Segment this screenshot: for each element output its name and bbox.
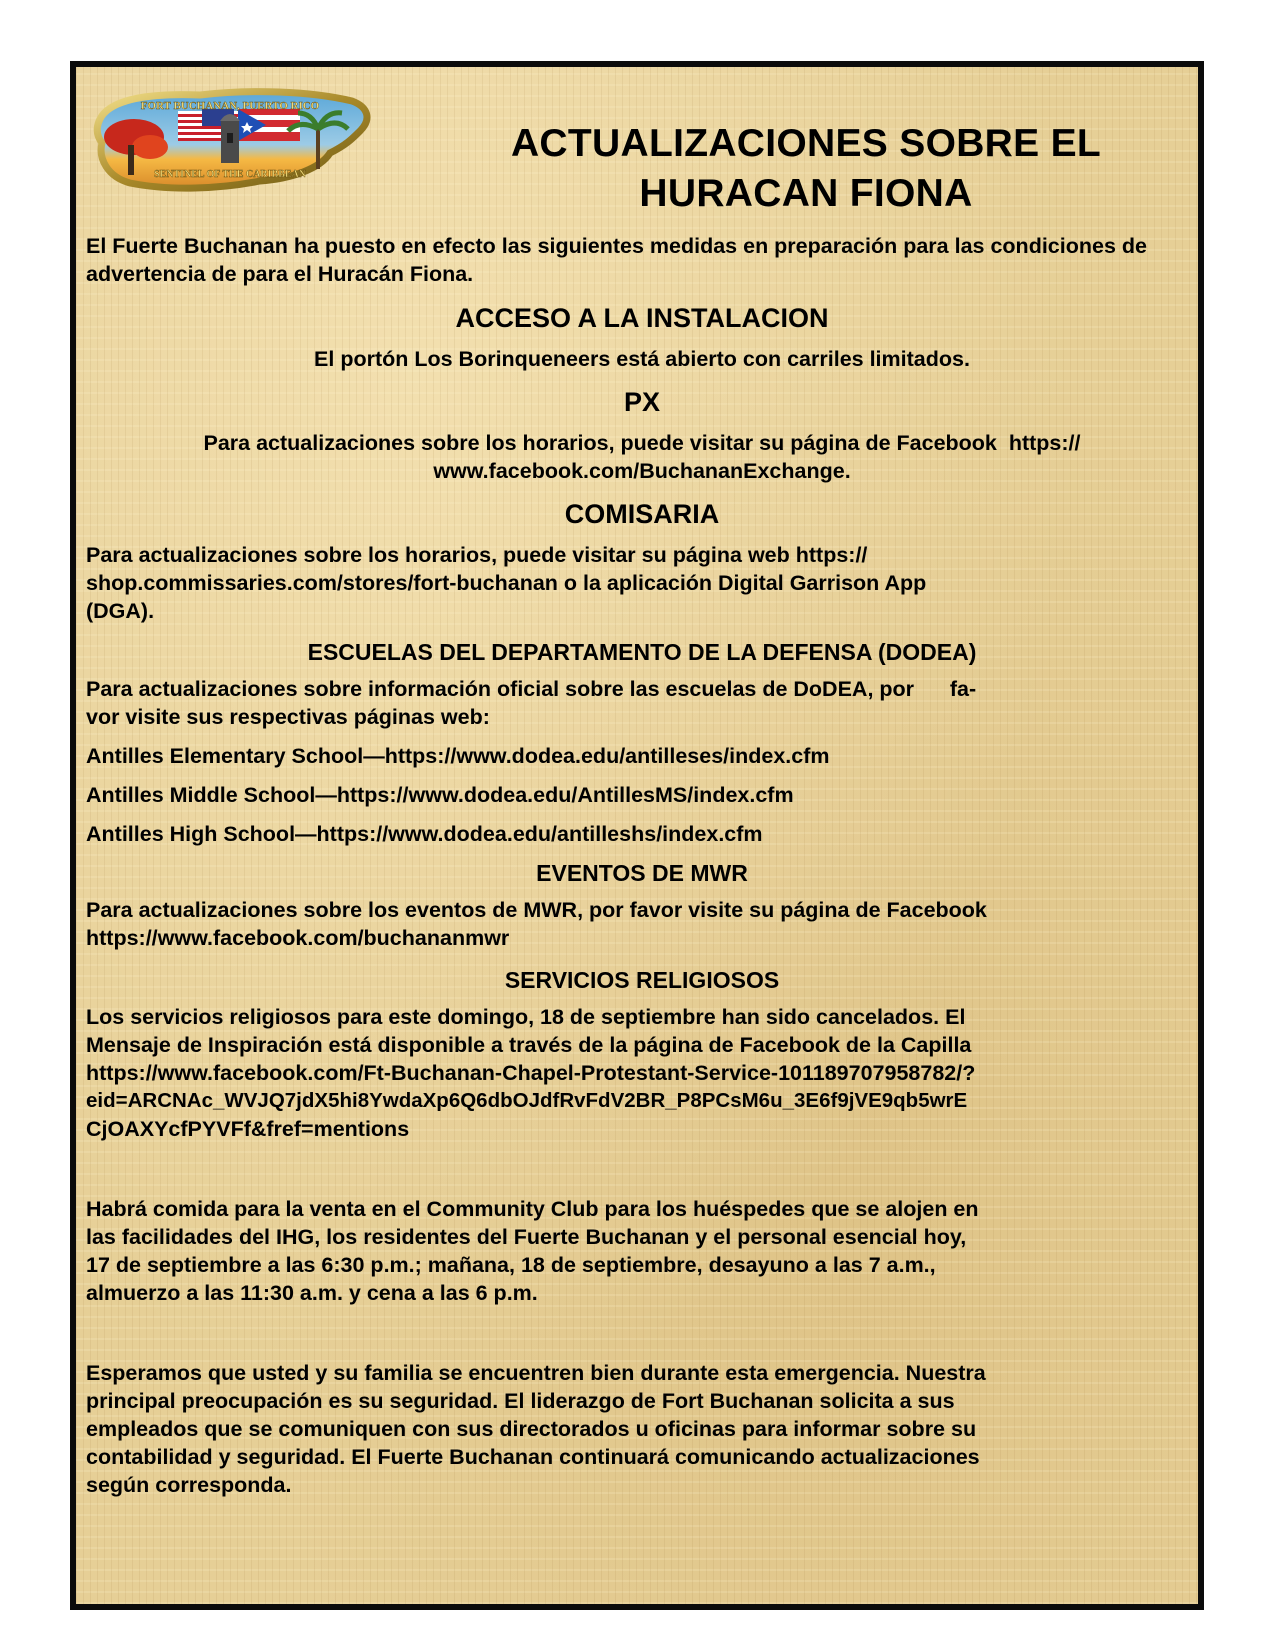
section-mwr xyxy=(86,858,1198,952)
dodea-text-line-2: vor visite sus respectivas páginas web: xyxy=(86,705,490,729)
heading-religious: SERVICIOS RELIGIOSOS xyxy=(504,967,780,993)
commissary-text-line-2: shop.commissaries.com/stores/fort-buchanan o la aplicación Digital Garrison App xyxy=(86,571,927,595)
px-text-line-1: Para actualizaciones sobre los horarios, puede visitar su página de Facebook https:// xyxy=(203,431,1081,455)
closing-message xyxy=(86,1359,1198,1499)
commissary-text-line-1: Para actualizaciones sobre los horarios, puede visitar su página web https:// xyxy=(86,543,868,567)
food-line-2: las facilidades del IHG, los residentes del Fuerte Buchanan y el personal esencial hoy, xyxy=(86,1225,967,1249)
heading-dodea: ESCUELAS DEL DEPARTAMENTO DE LA DEFENSA (DODEA) xyxy=(307,639,977,665)
section-dodea xyxy=(86,637,1198,848)
section-commissary xyxy=(86,497,1198,625)
chapel-facebook-link-line-3[interactable]: CjOAXYcfPYVFf&fref=mentions xyxy=(86,1117,410,1141)
flyer-content xyxy=(86,232,1198,1499)
food-announcement xyxy=(86,1195,1198,1307)
section-religious xyxy=(86,965,1198,1143)
religious-text-line-2: Mensaje de Inspiración está disponible a través de la página de Facebook de la Capilla xyxy=(86,1033,972,1057)
commissary-text-line-3: (DGA). xyxy=(86,599,155,623)
page-title xyxy=(426,119,1186,219)
closing-line-2: principal preocupación es su seguridad. El liderazgo de Fort Buchanan solicita a sus xyxy=(86,1389,955,1413)
school-link-elementary[interactable]: Antilles Elementary School—https://www.dodea.edu/antilleses/index.cfm xyxy=(86,744,830,768)
food-line-3: 17 de septiembre a las 6:30 p.m.; mañana, 18 de septiembre, desayuno a las 7 a.m., xyxy=(86,1253,936,1277)
closing-line-3: empleados que se comuniquen con sus directorados u oficinas para informar sobre su xyxy=(86,1417,977,1441)
logo-bottom-text: SENTINEL OF THE CARIBBEAN xyxy=(154,169,306,180)
flyer-frame xyxy=(70,61,1204,1610)
food-line-4: almuerzo a las 11:30 a.m. y cena a las 6 p.m. xyxy=(86,1281,538,1305)
closing-line-1: Esperamos que usted y su familia se encuentren bien durante esta emergencia. Nuestra xyxy=(86,1361,986,1385)
garita-graphic xyxy=(220,114,240,163)
chapel-facebook-link-line-2[interactable]: eid=ARCNAc_WVJQ7jdX5hi8YwdaXp6Q6dbOJdfRvFdV2BR_P8PCsM6u_3E6f9jVE9qb5wrE xyxy=(86,1089,968,1112)
dodea-text-line-1: Para actualizaciones sobre información oficial sobre las escuelas de DoDEA, por fa- xyxy=(86,677,977,701)
mwr-text-line-1: Para actualizaciones sobre los eventos de MWR, por favor visite su página de Facebook xyxy=(86,898,987,922)
closing-line-5: según corresponda. xyxy=(86,1473,292,1497)
chapel-facebook-link-line-1[interactable]: https://www.facebook.com/Ft-Buchanan-Chapel-Protestant-Service-101189707958782/? xyxy=(86,1061,976,1085)
food-line-1: Habrá comida para la venta en el Community Club para los huéspedes que se alojen en xyxy=(86,1197,979,1221)
title-line-1: ACTUALIZACIONES SOBRE EL xyxy=(510,122,1102,165)
school-link-middle[interactable]: Antilles Middle School—https://www.dodea.edu/AntillesMS/index.cfm xyxy=(86,783,794,807)
heading-commissary: COMISARIA xyxy=(564,499,720,529)
heading-px: PX xyxy=(623,387,661,417)
school-link-high[interactable]: Antilles High School—https://www.dodea.edu/antilleshs/index.cfm xyxy=(86,822,763,846)
intro-paragraph: El Fuerte Buchanan ha puesto en efecto las siguientes medidas en preparación para las condiciones de advertencia de para el Huracán Fiona. xyxy=(86,234,1147,286)
fort-buchanan-logo xyxy=(90,79,374,199)
access-text: El portón Los Borinqueneers está abierto con carriles limitados. xyxy=(314,347,970,371)
closing-line-4: contabilidad y seguridad. El Fuerte Buchanan continuará comunicando actualizaciones xyxy=(86,1445,980,1469)
religious-text-line-1: Los servicios religiosos para este domingo, 18 de septiembre han sido cancelados. El xyxy=(86,1005,966,1029)
puerto-rico-flag-graphic xyxy=(238,109,300,141)
mwr-facebook-link[interactable]: https://www.facebook.com/buchananmwr xyxy=(86,926,510,950)
logo-top-text: FORT BUCHANAN, PUERTO RICO xyxy=(140,100,320,112)
title-line-2: HURACAN FIONA xyxy=(639,172,973,215)
px-facebook-link[interactable]: www.facebook.com/BuchananExchange. xyxy=(433,459,851,483)
heading-access: ACCESO A LA INSTALACION xyxy=(455,303,829,333)
heading-mwr: EVENTOS DE MWR xyxy=(536,860,748,886)
section-access xyxy=(86,301,1198,373)
section-px xyxy=(86,385,1198,485)
